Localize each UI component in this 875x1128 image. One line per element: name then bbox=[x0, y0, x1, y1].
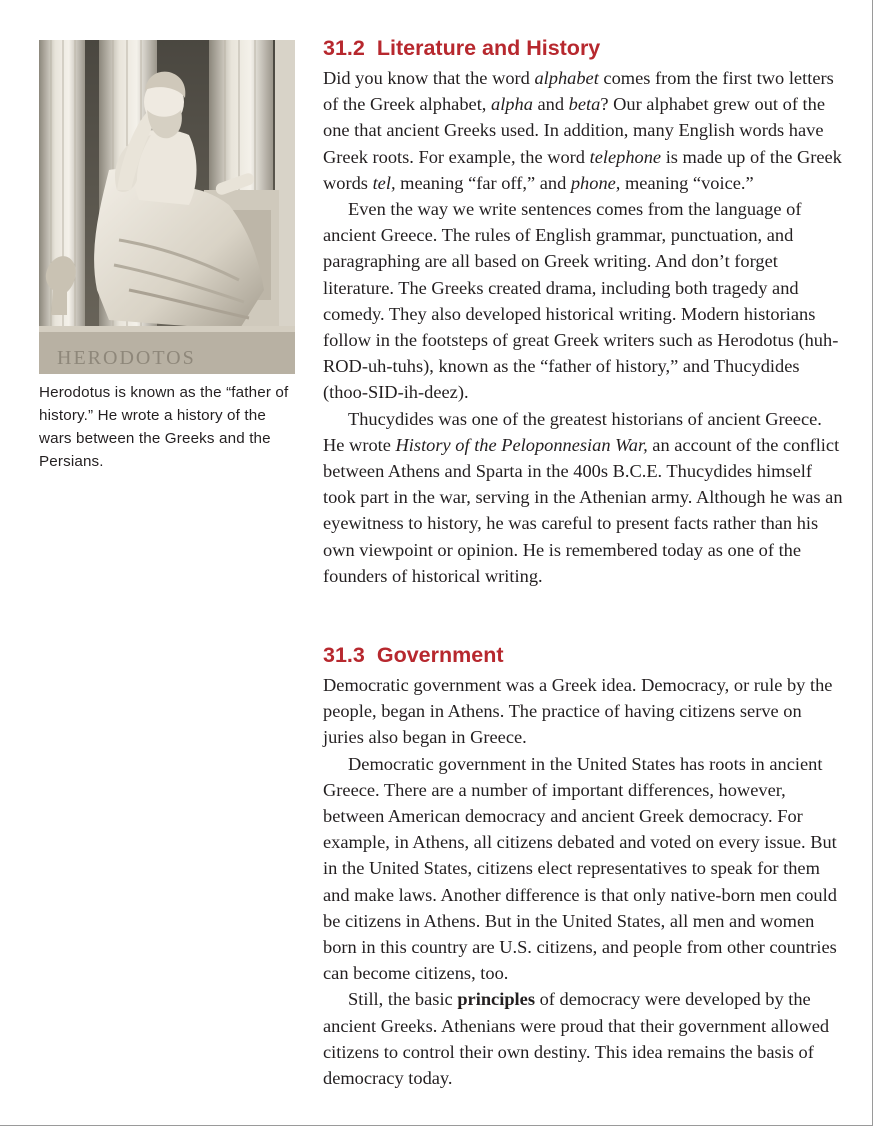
statue-illustration bbox=[39, 40, 295, 374]
paragraph: Democratic government in the United States has roots in ancient Greece. There are a number of important differences, however, between American democracy and ancient Greek democracy. For example, in Athens, all citizens debated and voted on every issue. But in the United States, citizens elect representatives to speak for them and make laws. Another difference is that only native-born men could be citizens in Athens. But in the United States, all men and women born in this country are U.S. citizens, and people from other countries can become citizens, too. bbox=[323, 753, 837, 984]
section-number: 31.2 bbox=[323, 36, 365, 60]
paragraph: Did you know that the word alphabet comes from the first two letters of the Greek alphabet, alpha and beta? Our alphabet grew out of the one that ancient Greeks used. In addition, many English words have Greek roots. For example, the word telephone is made up of the Greek words tel, meaning “far off,” and phone, meaning “voice.” bbox=[323, 68, 842, 193]
herodotus-statue-photo bbox=[39, 40, 295, 374]
section-literature-history bbox=[323, 34, 843, 589]
section-heading bbox=[323, 641, 843, 669]
section-government bbox=[323, 641, 843, 1091]
section-number: 31.3 bbox=[323, 643, 365, 667]
section-heading bbox=[323, 34, 843, 62]
key-term-principles: principles bbox=[457, 989, 535, 1010]
photo-caption: Herodotus is known as the “father of history.” He wrote a history of the wars between the Greeks and the Persians. bbox=[39, 384, 289, 470]
paragraph: Thucydides was one of the greatest historians of ancient Greece. He wrote History of the Peloponnesian War, an account of the conflict between Athens and Sparta in the 400s B.C.E. Thucydides himself took part in the war, serving in the Athenian army. Although he was an eyewitness to history, he was careful to present facts rather than his own viewpoint or opinion. He is remembered today as one of the founders of historical writing. bbox=[323, 408, 843, 586]
section-title: Literature and History bbox=[376, 36, 601, 60]
paragraph: Still, the basic principles of democracy were developed by the ancient Greeks. Athenians were proud that their government allowed citizens to control their own destiny. This idea remains the basis of democracy today. bbox=[323, 989, 830, 1089]
base-inscription: HERODOTOS bbox=[57, 347, 196, 369]
paragraph: Democratic government was a Greek idea. Democracy, or rule by the people, began in Athens. The practice of having citizens serve on juries also began in Greece. bbox=[323, 675, 833, 748]
section-title: Government bbox=[376, 643, 504, 667]
paragraph: Even the way we write sentences comes from the language of ancient Greece. The rules of English grammar, punctuation, and paragraphing are all based on Greek writing. And don’t forget literature. The Greeks created drama, including both tragedy and comedy. They also developed historical writing. Modern historians follow in the footsteps of great Greek writers such as Herodotus (huh-ROD-uh-tuhs), known as the “father of history,” and Thucydides (thoo-SID-ih-deez). bbox=[323, 199, 839, 403]
